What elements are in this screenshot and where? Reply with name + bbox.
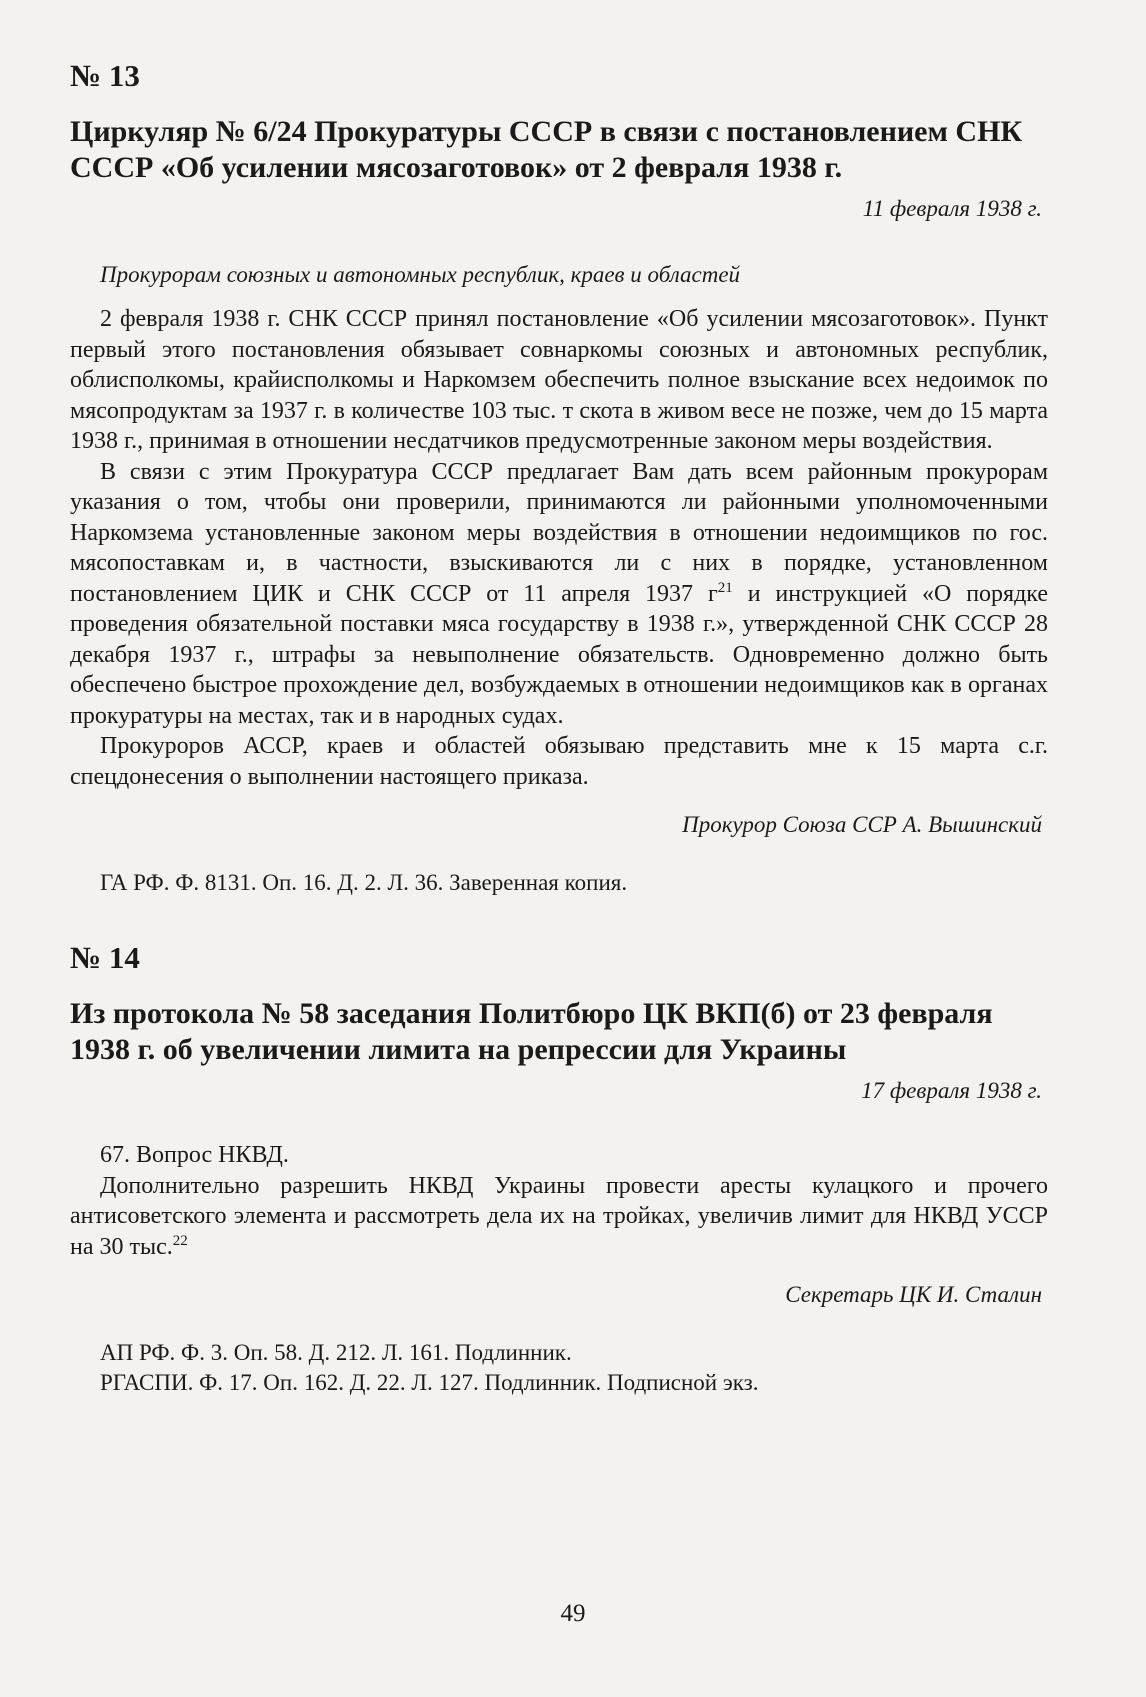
doc14-source-2: РГАСПИ. Ф. 17. Оп. 162. Д. 22. Л. 127. Подлинник. Подписной экз.	[100, 1370, 759, 1395]
document-14	[70, 940, 1048, 1398]
doc13-signature: Прокурор Союза ССР А. Вышинский	[682, 812, 1042, 837]
doc13-source: ГА РФ. Ф. 8131. Оп. 16. Д. 2. Л. 36. Заверенная копия.	[100, 870, 628, 895]
doc14-paragraph-1	[70, 1171, 1048, 1263]
footnote-ref-22: 22	[172, 1232, 188, 1249]
doc14-date: 17 февраля 1938 г.	[861, 1078, 1042, 1103]
doc13-paragraph-1: 2 февраля 1938 г. СНК СССР принял постановление «Об усилении мясозаготовок». Пункт первый этого постановления обязывает совнаркомы союзных и автономных республик, облисполкомы, крайисполкомы и Наркомзем обеспечить полное взыскание всех недоимок по мясопродуктам за 1937 г. в количестве 103 тыс. т скота в живом весе не позже, чем до 15 марта 1938 г., принимая в отношении несдатчиков предусмотренные законом меры воздействия.	[70, 306, 1048, 454]
doc14-item: 67. Вопрос НКВД.	[100, 1142, 289, 1168]
doc13-title: Циркуляр № 6/24 Прокуратуры СССР в связи с постановлением СНК СССР «Об усилении мясозаготовок» от 2 февраля 1938 г.	[70, 115, 1023, 184]
doc13-addressee: Прокурорам союзных и автономных республик, краев и областей	[100, 262, 741, 287]
page-number: 49	[560, 1600, 586, 1627]
doc13-paragraph-2	[70, 457, 1048, 732]
doc13-paragraph-3: Прокуроров АССР, краев и областей обязываю представить мне к 15 марта с.г. спецдонесения о выполнении настоящего приказа.	[70, 733, 1048, 790]
doc13-date: 11 февраля 1938 г.	[862, 196, 1042, 221]
doc13-number: № 13	[70, 58, 140, 93]
doc14-paragraph-1-text: Дополнительно разрешить НКВД Украины провести аресты кулацкого и прочего антисоветского элемента и рассмотреть дела их на тройках, увеличив лимит для НКВД УССР на 30 тыс.	[70, 1172, 1048, 1260]
doc13-paragraph-2-part-b: и инструкцией «О порядке проведения обязательной поставки мяса государству в 1938 г.», утвержденной СНК СССР 28 декабря 1937 г., штрафы за невыполнение обязательств. Одновременно должно быть обеспечено быстрое прохождение дел, возбуждаемых в отношении недоимщиков как в органах прокуратуры на местах, так и в народных судах.	[70, 580, 1049, 729]
doc13-paragraph-2-part-a: В связи с этим Прокуратура СССР предлагает Вам дать всем районным прокурорам указания о том, чтобы они проверили, принимаются ли районными уполномоченными Наркомзема установленные законом меры воздействия в отношении недоимщиков по гос. мясопоставкам и, в частности, взыскиваются ли с них в порядке, установленном постановлением ЦИК и СНК СССР от 11 апреля 1937 г	[70, 458, 1048, 607]
footnote-ref-21: 21	[717, 579, 733, 596]
doc14-title: Из протокола № 58 заседания Политбюро ЦК ВКП(б) от 23 февраля 1938 г. об увеличении лимита на репрессии для Украины	[70, 997, 993, 1066]
doc14-signature: Секретарь ЦК И. Сталин	[785, 1282, 1042, 1307]
doc14-number: № 14	[70, 940, 140, 975]
page-content	[70, 58, 1048, 1398]
doc14-source-1: АП РФ. Ф. 3. Оп. 58. Д. 212. Л. 161. Подлинник.	[100, 1340, 572, 1365]
document-13	[70, 58, 1048, 898]
